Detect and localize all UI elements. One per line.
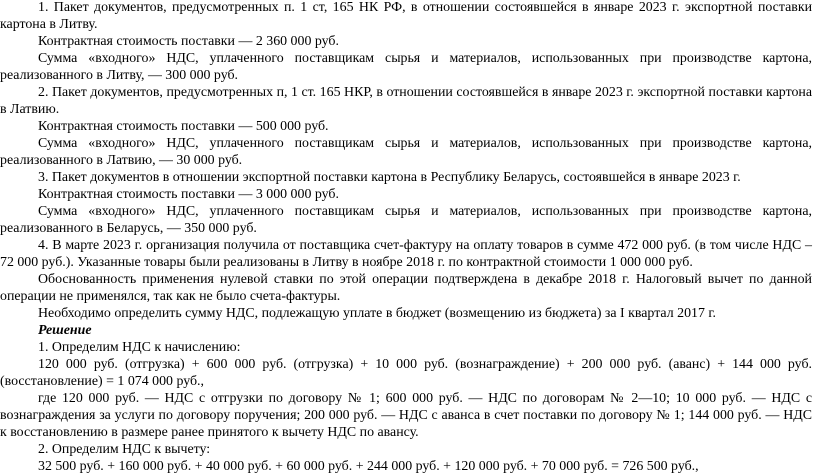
solution-step1-explanation: где 120 000 руб. — НДС с отгрузки по договору № 1; 600 000 руб. — НДС по договорам № 2—10; 10 000 руб. — НДС с вознаграждения за услуги по договору поручения; 200 000 руб. — НДС с аванса в счет поставки по договору № 1; 144 000 руб. — НДС к восстановлению в размере ранее принятого к вычету НДС по авансу. — [0, 391, 812, 440]
paragraph-input-vat-2: Сумма «входного» НДС, уплаченного поставщикам сырья и материалов, использованных при производстве картона, реализованного в Латвию, — 30 000 руб. — [0, 136, 812, 168]
paragraph-item-2-latvia: 2. Пакет документов, предусмотренных п, 1 ст. 165 НКР, в отношении состоявшейся в январе 2023 г. экспортной поставки картона в Латвию. — [0, 85, 812, 117]
solution-step2-formula: 32 500 руб. + 160 000 руб. + 40 000 руб. + 60 000 руб. + 244 000 руб. + 120 000 руб. + 70 000 руб. = 726 500 руб., — [38, 459, 699, 474]
paragraph-item-1-lithuania: 1. Пакет документов, предусмотренных п. 1 ст, 165 НК РФ, в отношении состоявшейся в январе 2023 г. экспортной поставки картона в Литву. — [0, 0, 812, 32]
paragraph-contract-value-2: Контрактная стоимость поставки — 500 000 руб. — [38, 119, 329, 134]
paragraph-contract-value-1: Контрактная стоимость поставки — 2 360 000 руб. — [38, 34, 339, 49]
solution-step2-title: 2. Определим НДС к вычету: — [38, 442, 211, 457]
paragraph-task-statement: Необходимо определить сумму НДС, подлежащую уплате в бюджет (возмещению из бюджета) за I квартал 2017 г. — [38, 306, 716, 321]
solution-step1-formula: 120 000 руб. (отгрузка) + 600 000 руб. (отгрузка) + 10 000 руб. (вознаграждение) + 200 000 руб. (аванс) + 144 000 руб. (восстановление) = 1 074 000 руб., — [0, 357, 812, 389]
paragraph-item-4-invoice: 4. В марте 2023 г. организация получила от поставщика счет-фактуру на оплату товаров в сумме 472 000 руб. (в том числе НДС – 72 000 руб.). Указанные товары были реализованы в Литву в ноябре 2018 г. по контрактной стоимости 1 000 000 руб. — [0, 238, 812, 270]
solution-heading: Решение — [38, 323, 92, 338]
paragraph-input-vat-3: Сумма «входного» НДС, уплаченного поставщикам сырья и материалов, использованных при производстве картона, реализованного в Беларусь, — 350 000 руб. — [0, 204, 812, 236]
paragraph-zero-rate-justification: Обоснованность применения нулевой ставки по этой операции подтверждена в декабре 2018 г. Налоговый вычет по данной операции не применялся, так как не было счета-фактуры. — [0, 272, 812, 304]
paragraph-contract-value-3: Контрактная стоимость поставки — 3 000 000 руб. — [38, 187, 339, 202]
paragraph-item-3-belarus: 3. Пакет документов в отношении экспортной поставки картона в Республику Беларусь, состоявшейся в январе 2023 г. — [38, 170, 741, 185]
solution-step1-title: 1. Определим НДС к начислению: — [38, 340, 241, 355]
paragraph-input-vat-1: Сумма «входного» НДС, уплаченного поставщикам сырья и материалов, использованных при производстве картона, реализованного в Литву, — 300 000 руб. — [0, 51, 812, 83]
